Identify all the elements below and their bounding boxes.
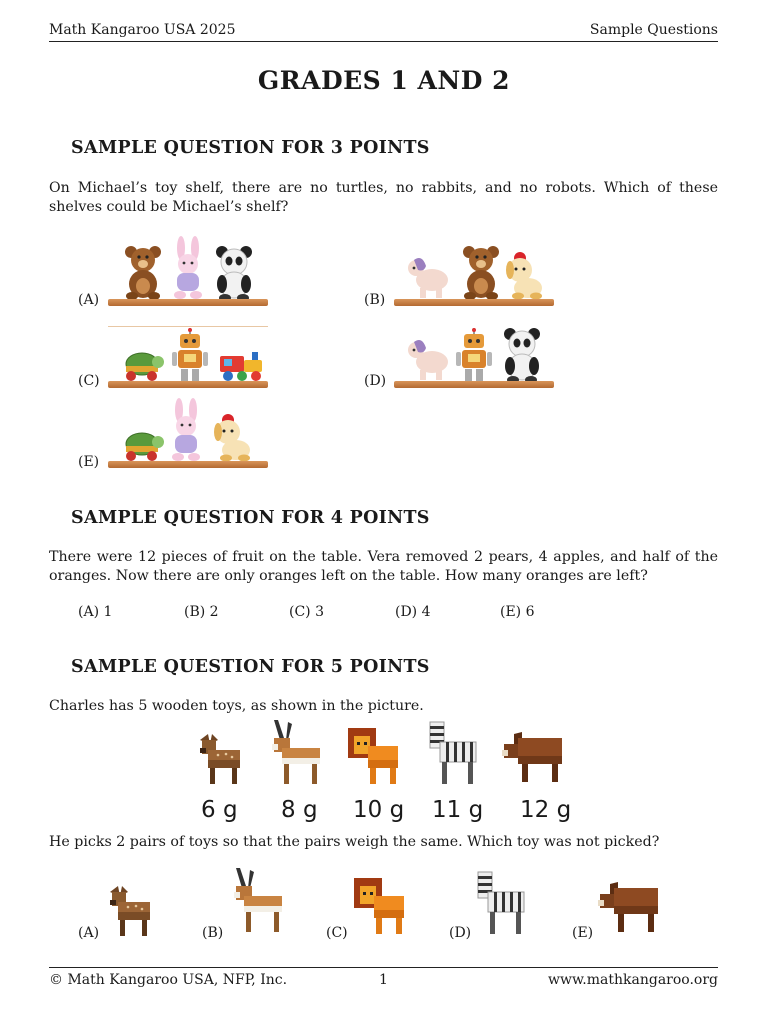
rabbit-icon — [166, 398, 206, 462]
shelf-board — [394, 299, 554, 306]
teddy-bear-icon — [120, 244, 166, 300]
antelope-icon[interactable] — [228, 866, 288, 936]
running-header-left: Math Kangaroo USA 2025 — [49, 22, 236, 38]
zebra-icon[interactable] — [474, 868, 530, 938]
q5-question: He picks 2 pairs of toys so that the pairs weigh the same. Which toy was not picked? — [49, 834, 660, 850]
q4-option-c[interactable]: (C) 3 — [289, 604, 324, 620]
q5-intro: Charles has 5 wooden toys, as shown in the picture. — [49, 698, 424, 714]
shelf-c[interactable] — [108, 318, 268, 388]
q5-option-b-label[interactable]: (B) — [202, 925, 224, 941]
weight-label-deer-fawn: 6 g — [201, 797, 238, 823]
boar-icon — [502, 728, 570, 788]
q4-option-b[interactable]: (B) 2 — [184, 604, 219, 620]
dog-icon — [500, 250, 546, 300]
shelf-board — [108, 381, 268, 388]
q4-option-d[interactable]: (D) 4 — [395, 604, 431, 620]
weight-label-antelope: 8 g — [281, 797, 318, 823]
robot-icon — [454, 328, 494, 384]
q4-option-a[interactable]: (A) 1 — [78, 604, 113, 620]
q4-heading: SAMPLE QUESTION FOR 4 POINTS — [71, 508, 430, 528]
panda-icon — [212, 244, 256, 302]
rabbit-icon — [168, 236, 208, 300]
q3-option-c-label: (C) — [78, 373, 100, 389]
footer-website-link[interactable]: www.mathkangaroo.org — [548, 972, 718, 988]
antelope-icon — [266, 718, 326, 788]
q3-option-a-label: (A) — [78, 292, 100, 308]
page-number: 1 — [379, 972, 388, 988]
deer-fawn-icon — [196, 730, 244, 788]
q5-option-d-label[interactable]: (D) — [449, 925, 472, 941]
teddy-bear-icon — [458, 244, 504, 300]
shelf-board — [108, 461, 268, 468]
weight-label-zebra: 11 g — [432, 797, 484, 823]
deer-fawn-icon[interactable] — [106, 882, 154, 940]
q3-option-e-label: (E) — [78, 454, 100, 470]
turtle-icon — [118, 348, 166, 382]
robot-icon — [170, 328, 210, 384]
footer-rule — [49, 967, 718, 968]
q3-text: On Michael’s toy shelf, there are no turtles, no rabbits, and no robots. Which of these shelves could be Michael’s shelf? — [49, 180, 718, 215]
q5-option-c-label[interactable]: (C) — [326, 925, 348, 941]
q5-option-a-label[interactable]: (A) — [78, 925, 100, 941]
panda-icon — [500, 326, 544, 384]
shelf-top-edge — [108, 326, 268, 327]
q3-heading: SAMPLE QUESTION FOR 3 POINTS — [71, 138, 430, 158]
shelf-board — [394, 381, 554, 388]
turtle-icon — [118, 428, 166, 462]
q5-heading: SAMPLE QUESTION FOR 5 POINTS — [71, 657, 430, 677]
q4-option-e[interactable]: (E) 6 — [500, 604, 535, 620]
running-header-right: Sample Questions — [589, 22, 718, 38]
q4-text: There were 12 pieces of fruit on the table. Vera removed 2 pears, 4 apples, and half of the oranges. Now there are only oranges left on the table. How many oranges are left? — [49, 549, 718, 584]
header-rule — [49, 41, 718, 42]
shelf-e[interactable] — [108, 398, 268, 468]
shelf-a[interactable] — [108, 236, 268, 306]
q3-option-b-label: (B) — [364, 292, 386, 308]
shelf-board — [108, 299, 268, 306]
horse-icon — [404, 256, 452, 300]
shelf-b[interactable] — [394, 236, 554, 306]
footer-copyright: © Math Kangaroo USA, NFP, Inc. — [49, 972, 288, 988]
weight-label-lion: 10 g — [353, 797, 405, 823]
lion-icon — [344, 724, 402, 788]
dog-icon — [208, 412, 254, 462]
train-icon — [218, 348, 266, 382]
q3-option-d-label: (D) — [364, 373, 387, 389]
lion-icon[interactable] — [350, 874, 408, 938]
zebra-icon — [426, 718, 482, 788]
shelf-d[interactable] — [394, 318, 554, 388]
boar-icon[interactable] — [598, 878, 666, 938]
q5-option-e-label[interactable]: (E) — [572, 925, 594, 941]
page-title: GRADES 1 AND 2 — [257, 66, 511, 95]
horse-icon — [404, 338, 452, 382]
weight-label-boar: 12 g — [520, 797, 572, 823]
